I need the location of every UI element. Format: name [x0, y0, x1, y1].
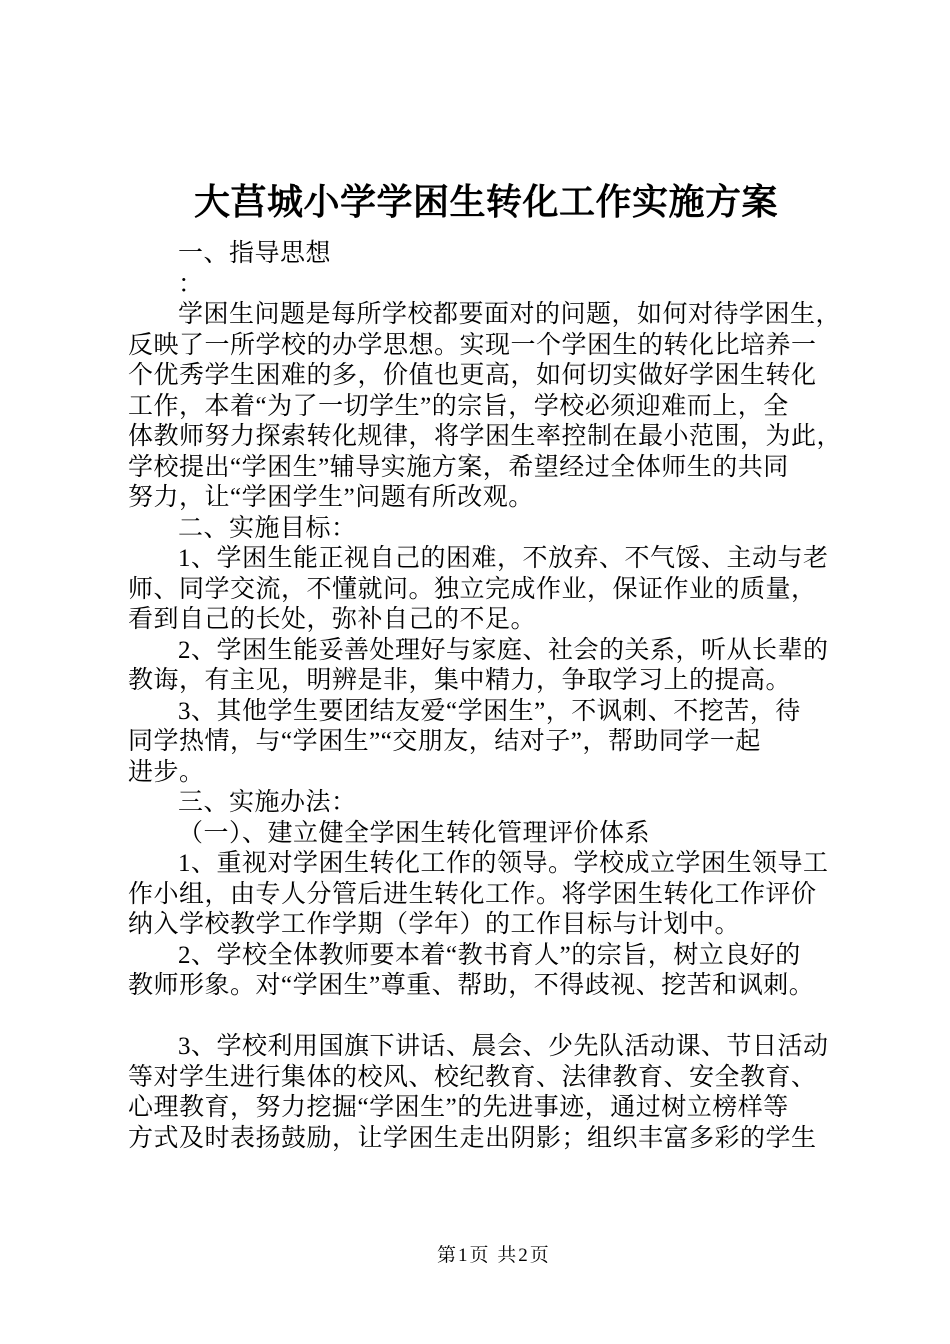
text-line: 教诲，有主见，明辨是非，集中精力，争取学习上的提高。: [128, 667, 792, 694]
page-number-footer: 第1页 共2页: [437, 1245, 551, 1266]
text-line: 三、实施办法：: [178, 789, 357, 816]
text-line: 学困生问题是每所学校都要面对的问题，如何对待学困生，: [178, 301, 842, 328]
text-line: 1、学困生能正视自己的困难，不放弃、不气馁、主动与老: [178, 545, 829, 572]
text-line: 心理教育，努力挖掘“学困生”的先进事迹，通过树立榜样等: [128, 1094, 789, 1121]
text-line: 纳入学校教学工作学期（学年）的工作目标与计划中。: [128, 911, 741, 938]
text-line: [128, 1002, 844, 1033]
text-line: 2、学困生能妥善处理好与家庭、社会的关系，听从长辈的: [178, 636, 829, 664]
text-line: 进步。: [128, 758, 205, 786]
text-line: 方式及时表扬鼓励，让学困生走出阴影；组织丰富多彩的学生: [128, 1124, 817, 1152]
text-line: 师、同学交流，不懂就问。独立完成作业，保证作业的质量，: [128, 575, 817, 603]
text-line: 看到自己的长处，弥补自己的不足。: [128, 606, 537, 633]
text-line: 二、实施目标：: [178, 514, 357, 542]
text-line: 学校提出“学困生”辅导实施方案，希望经过全体师生的共同: [128, 453, 789, 481]
text-line: 一、指导思想: [178, 240, 332, 267]
text-line: 教师形象。对“学困生”尊重、帮助，不得歧视、挖苦和讽刺。: [128, 972, 815, 999]
text-line: 作小组，由专人分管后进生转化工作。将学困生转化工作评价: [128, 880, 817, 908]
text-line: 反映了一所学校的办学思想。实现一个学困生的转化比培养一: [128, 331, 817, 359]
text-line: 努力，让“学困学生”问题有所改观。: [128, 484, 534, 511]
document-title: 大莒城小学学困生转化工作实施方案: [193, 182, 778, 222]
document-body: [128, 239, 844, 1154]
text-line: 工作，本着“为了一切学生”的宗旨，学校必须迎难而上，全: [128, 392, 789, 420]
text-line: 体教师努力探索转化规律，将学困生率控制在最小范围，为此，: [128, 423, 843, 450]
text-line: 个优秀学生困难的多，价值也更高，如何切实做好学困生转化: [128, 362, 817, 389]
text-line: 等对学生进行集体的校风、校纪教育、法律教育、安全教育、: [128, 1063, 817, 1091]
text-line: 3、学校利用国旗下讲话、晨会、少先队活动课、节日活动: [178, 1033, 829, 1060]
text-line: ：: [178, 270, 204, 298]
text-line: 同学热情，与“学困生”“交朋友，结对子”，帮助同学一起: [128, 728, 761, 755]
text-line: 2、学校全体教师要本着“教书育人”的宗旨，树立良好的: [178, 941, 801, 969]
text-line: 1、重视对学困生转化工作的领导。学校成立学困生领导工: [178, 850, 829, 877]
text-line: 3、其他学生要团结友爱“学困生”，不讽刺、不挖苦，待: [178, 697, 801, 725]
text-line: （一）、建立健全学困生转化管理评价体系: [178, 819, 651, 847]
